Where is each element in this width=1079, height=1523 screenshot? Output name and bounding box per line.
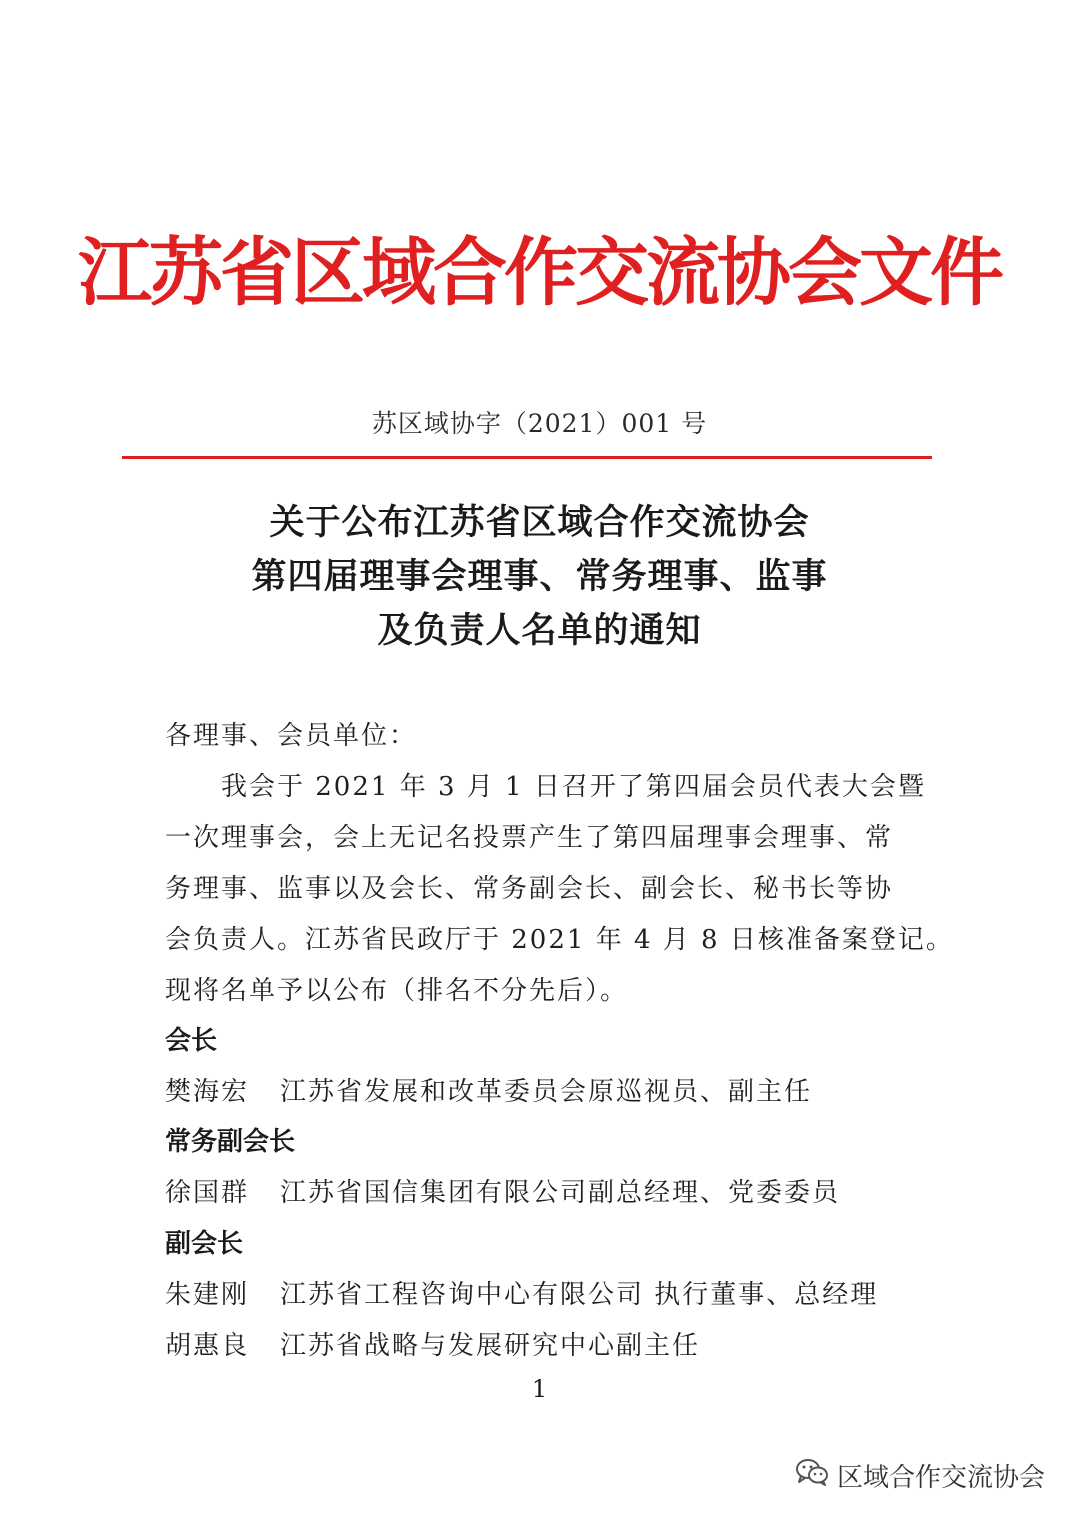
paragraph-line: 现将名单予以公布（排名不分先后）。 <box>165 976 629 1006</box>
watermark-text: 区域合作交流协会 <box>836 1462 1045 1493</box>
notice-title-line-1: 关于公布江苏省区域合作交流协会 <box>269 502 810 543</box>
person-row <box>165 1275 878 1315</box>
document-number: 苏区域协字（2021）001 号 <box>371 409 708 438</box>
section-heading-vice: 副会长 <box>165 1229 244 1259</box>
paragraph-line: 一次理事会，会上无记名投票产生了第四届理事会理事、常 <box>165 823 894 853</box>
page-number: 1 <box>531 1375 548 1403</box>
person-name: 徐国群 <box>165 1178 250 1208</box>
red-divider <box>122 456 932 459</box>
section-heading-president: 会长 <box>165 1026 218 1056</box>
person-name: 胡惠良 <box>165 1331 250 1361</box>
person-row <box>165 1072 812 1112</box>
person-title: 江苏省工程咨询中心有限公司 执行董事、总经理 <box>280 1280 879 1310</box>
paragraph-line: 务理事、监事以及会长、常务副会长、副会长、秘书长等协 <box>165 874 894 904</box>
salutation: 各理事、会员单位： <box>165 721 418 751</box>
paragraph-line: 我会于 2021 年 3 月 1 日召开了第四届会员代表大会暨 <box>165 772 926 802</box>
notice-title-line-2: 第四届理事会理事、常务理事、监事 <box>251 556 828 597</box>
person-title: 江苏省战略与发展研究中心副主任 <box>280 1331 701 1361</box>
person-row <box>165 1173 840 1213</box>
section-heading-exec-vice: 常务副会长 <box>165 1127 296 1157</box>
person-title: 江苏省国信集团有限公司副总经理、党委委员 <box>280 1178 841 1208</box>
paragraph-line: 会负责人。江苏省民政厅于 2021 年 4 月 8 日核准备案登记。 <box>165 925 954 955</box>
document-header-title: 江苏省区域合作交流协会文件 <box>78 230 1001 316</box>
notice-title-line-3: 及负责人名单的通知 <box>377 610 702 651</box>
wechat-icon <box>795 1457 829 1494</box>
wechat-watermark <box>795 1455 1045 1495</box>
person-row <box>165 1326 700 1366</box>
person-title: 江苏省发展和改革委员会原巡视员、副主任 <box>280 1077 813 1107</box>
person-name: 朱建刚 <box>165 1280 250 1310</box>
person-name: 樊海宏 <box>165 1077 250 1107</box>
